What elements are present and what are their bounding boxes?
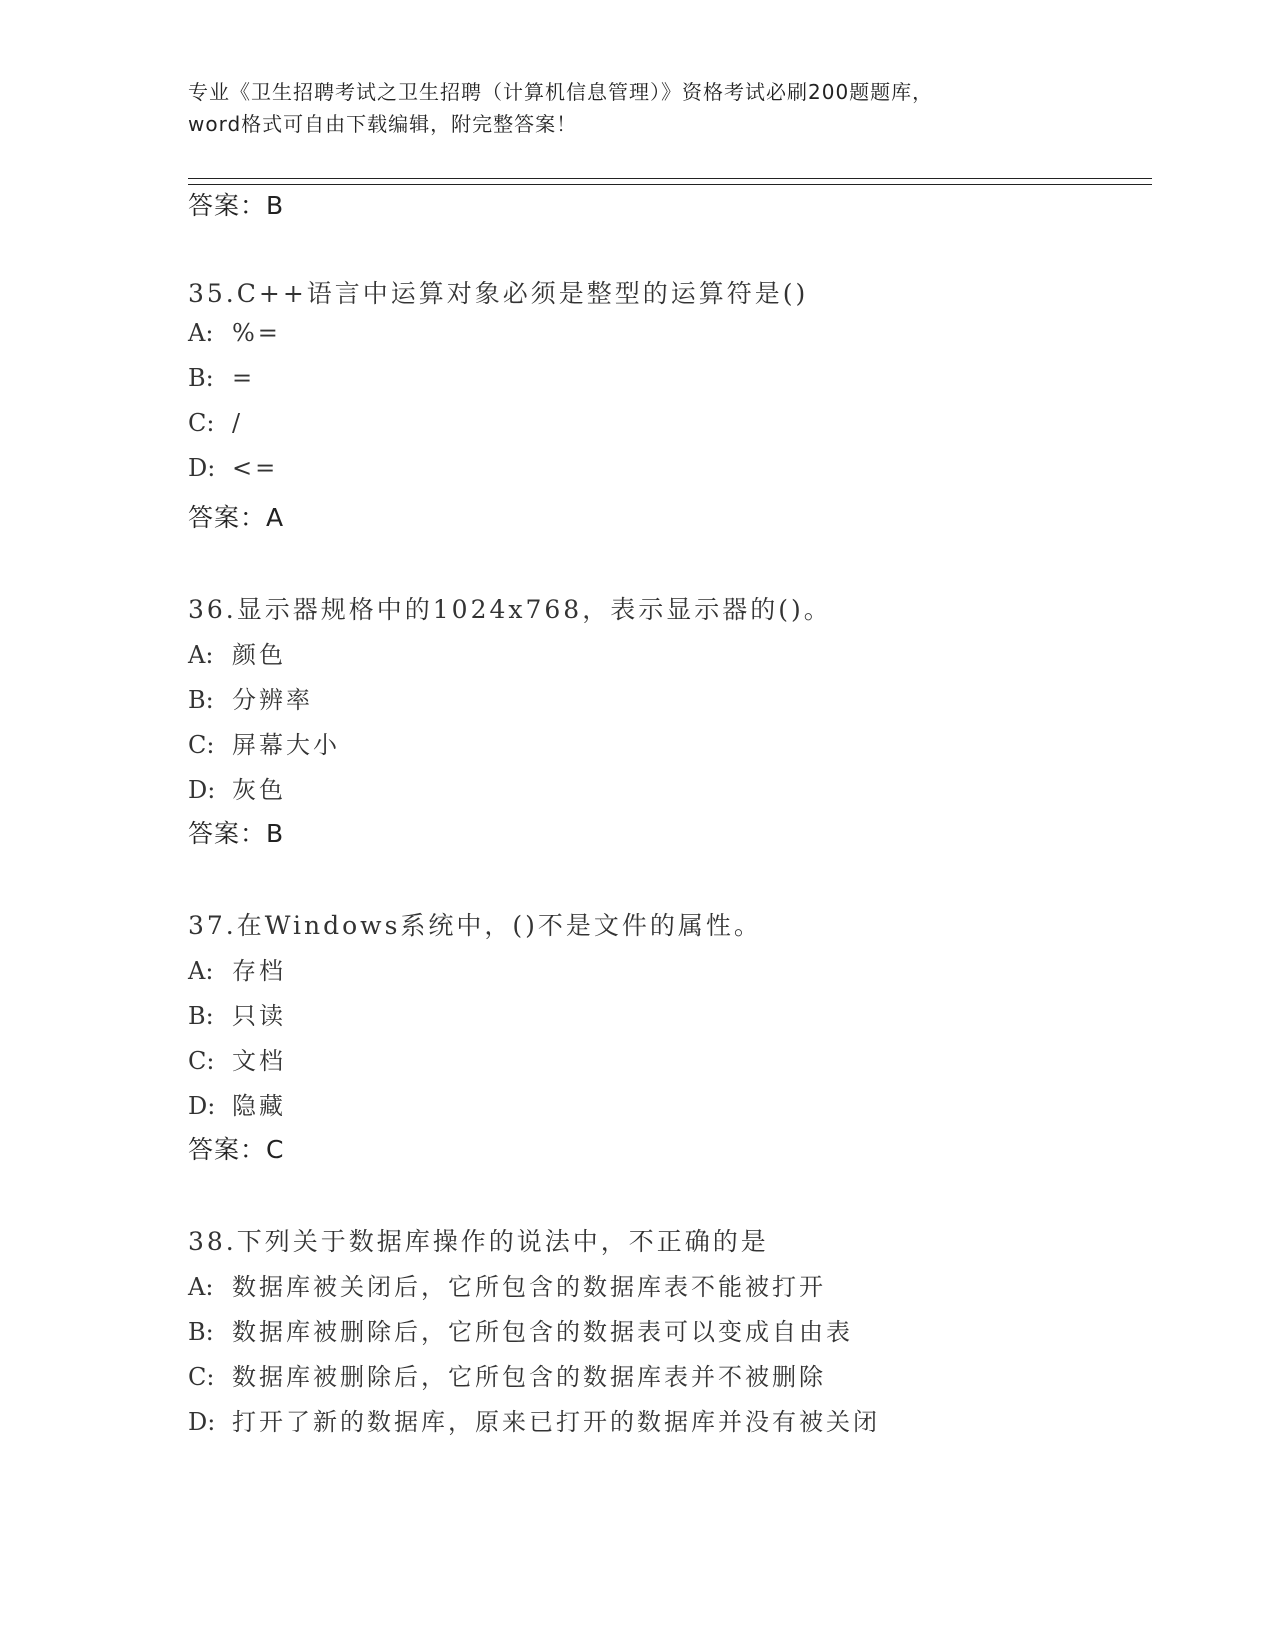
question-36-option-b <box>188 680 313 715</box>
question-38-option-b <box>188 1312 853 1347</box>
option-text: 数据库被删除后，它所包含的数据库表并不被删除 <box>232 1363 826 1391</box>
option-letter: B: <box>188 1318 214 1346</box>
option-letter: A: <box>188 957 214 985</box>
question-36-option-a <box>188 635 286 670</box>
answer-37: 答案：C <box>188 1135 285 1164</box>
option-text: 打开了新的数据库，原来已打开的数据库并没有被关闭 <box>232 1408 880 1436</box>
option-text: 灰色 <box>232 776 286 804</box>
question-37-option-b <box>188 996 286 1031</box>
option-letter: A: <box>188 319 214 347</box>
option-letter: C: <box>188 409 215 437</box>
option-letter: D: <box>188 776 216 804</box>
question-38-option-a <box>188 1267 826 1302</box>
question-35-option-d <box>188 454 278 482</box>
option-letter: D: <box>188 1408 216 1436</box>
question-38-option-c <box>188 1357 826 1392</box>
option-letter: B: <box>188 1002 214 1030</box>
question-38-option-d <box>188 1402 880 1437</box>
option-text: 数据库被删除后，它所包含的数据表可以变成自由表 <box>232 1318 853 1346</box>
question-35-option-b <box>188 364 255 392</box>
option-text: 屏幕大小 <box>232 731 340 759</box>
option-text: 存档 <box>232 957 286 985</box>
option-text: 隐藏 <box>232 1092 286 1120</box>
question-35-option-c <box>188 409 243 437</box>
option-text: / <box>232 409 244 437</box>
question-37-option-d <box>188 1086 286 1121</box>
option-letter: C: <box>188 731 215 759</box>
question-36-option-d <box>188 770 286 805</box>
option-letter: C: <box>188 1047 215 1075</box>
option-letter: D: <box>188 454 216 482</box>
option-text: 文档 <box>232 1047 286 1075</box>
question-35-option-a <box>188 319 281 347</box>
option-text: 分辨率 <box>232 686 313 714</box>
option-text: 只读 <box>232 1002 286 1030</box>
header-divider <box>188 178 1152 185</box>
option-text: = <box>232 364 256 392</box>
option-text: 数据库被关闭后，它所包含的数据库表不能被打开 <box>232 1273 826 1301</box>
page-header <box>188 76 1108 140</box>
option-letter: D: <box>188 1092 216 1120</box>
question-37-option-a <box>188 951 286 986</box>
option-letter: A: <box>188 641 214 669</box>
answer-35: 答案：A <box>188 503 285 532</box>
answer-34: 答案：B <box>188 191 285 220</box>
option-text: <= <box>232 454 279 482</box>
option-text: %= <box>232 319 281 347</box>
answer-36: 答案：B <box>188 819 285 848</box>
question-37-stem: 37.在Windows系统中，()不是文件的属性。 <box>188 911 762 940</box>
question-36-stem: 36.显示器规格中的1024x768，表示显示器的()。 <box>188 595 832 624</box>
question-35-stem: 35.C++语言中运算对象必须是整型的运算符是() <box>188 279 809 308</box>
option-text: 颜色 <box>232 641 286 669</box>
question-38-stem: 38.下列关于数据库操作的说法中，不正确的是 <box>188 1227 769 1256</box>
question-36-option-c <box>188 725 340 760</box>
header-line-1: 专业《卫生招聘考试之卫生招聘（计算机信息管理）》资格考试必刷200题题库， <box>188 80 934 104</box>
option-letter: B: <box>188 364 214 392</box>
question-37-option-c <box>188 1041 286 1076</box>
header-line-2: word格式可自由下载编辑，附完整答案！ <box>188 112 578 136</box>
option-letter: A: <box>188 1273 214 1301</box>
option-letter: B: <box>188 686 214 714</box>
option-letter: C: <box>188 1363 215 1391</box>
